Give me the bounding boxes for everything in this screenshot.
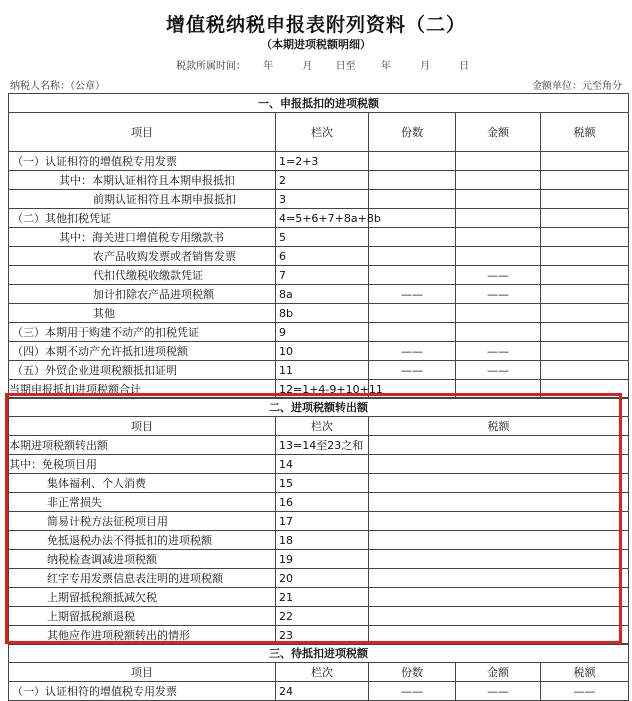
count-cell[interactable]	[369, 209, 456, 228]
table-row	[9, 380, 629, 399]
row-item: （五）外贸企业进项税额抵扣证明	[9, 361, 276, 380]
row-item: 加计扣除农产品进项税额	[9, 285, 276, 304]
section1-table	[8, 93, 629, 399]
table-row	[9, 550, 629, 569]
row-column: 15	[276, 474, 369, 493]
count-cell[interactable]	[369, 171, 456, 190]
table-row	[9, 361, 629, 380]
tax-cell[interactable]	[369, 512, 629, 531]
table-row	[9, 569, 629, 588]
section1-title: 一、申报抵扣的进项税额	[9, 94, 629, 113]
period-label: 税款所属时间：	[176, 61, 246, 72]
row-item: （二）其他扣税凭证	[9, 209, 276, 228]
row-item: （一）认证相符的增值税专用发票	[9, 152, 276, 171]
tax-cell[interactable]	[369, 531, 629, 550]
header-item: 项目	[9, 417, 276, 436]
tax-period	[176, 57, 469, 72]
header-count: 份数	[369, 113, 456, 152]
row-item: 集体福利、个人消费	[9, 474, 276, 493]
tax-cell[interactable]	[369, 493, 629, 512]
period-year-end: 年	[380, 61, 391, 72]
tax-cell[interactable]	[369, 550, 629, 569]
row-column: 23	[276, 626, 369, 645]
count-cell[interactable]	[369, 304, 456, 323]
table-row	[9, 436, 629, 455]
count-cell[interactable]	[369, 247, 456, 266]
header-item: 项目	[9, 113, 276, 152]
header-tax: 税额	[369, 417, 629, 436]
table-row	[9, 247, 629, 266]
amount-cell[interactable]	[456, 171, 541, 190]
row-column: 2	[276, 171, 369, 190]
tax-cell[interactable]	[541, 361, 629, 380]
tax-cell[interactable]	[541, 247, 629, 266]
row-column: 5	[276, 228, 369, 247]
row-item: 本期进项税额转出额	[9, 436, 276, 455]
table-row	[9, 682, 629, 701]
amount-cell[interactable]	[456, 190, 541, 209]
row-item: 当期申报抵扣进项税额合计	[9, 380, 276, 399]
tax-cell: ——	[541, 682, 629, 701]
section3-title: 三、待抵扣进项税额	[9, 644, 629, 663]
header-tax: 税额	[541, 663, 629, 682]
row-column: 8b	[276, 304, 369, 323]
row-column: 7	[276, 266, 369, 285]
amount-cell[interactable]	[456, 228, 541, 247]
table-row	[9, 626, 629, 645]
row-column: 24	[276, 682, 369, 701]
row-column: 21	[276, 588, 369, 607]
tax-cell[interactable]	[369, 474, 629, 493]
section2-title: 二、进项税额转出额	[9, 398, 629, 417]
count-cell: ——	[369, 342, 456, 361]
count-cell[interactable]	[369, 152, 456, 171]
count-cell: ——	[369, 285, 456, 304]
count-cell[interactable]	[369, 190, 456, 209]
form-title: 增值税纳税申报表附列资料（二）	[165, 14, 466, 36]
row-column: 8a	[276, 285, 369, 304]
header-amount: 金额	[456, 113, 541, 152]
table-row	[9, 209, 629, 228]
table-row	[9, 228, 629, 247]
table-row	[9, 285, 629, 304]
tax-cell[interactable]	[541, 171, 629, 190]
tax-cell[interactable]	[541, 190, 629, 209]
table-row	[9, 607, 629, 626]
row-item: 代扣代缴税收缴款凭证	[9, 266, 276, 285]
row-column: 22	[276, 607, 369, 626]
row-item: 免抵退税办法不得抵扣的进项税额	[9, 531, 276, 550]
period-month-end: 月	[419, 61, 430, 72]
row-item: 农产品收购发票或者销售发票	[9, 247, 276, 266]
table-row	[9, 190, 629, 209]
tax-cell[interactable]	[541, 380, 629, 399]
table-row	[9, 152, 629, 171]
row-column: 17	[276, 512, 369, 531]
count-cell: ——	[369, 361, 456, 380]
table-row	[9, 493, 629, 512]
row-column: 6	[276, 247, 369, 266]
row-column: 19	[276, 550, 369, 569]
row-item: 前期认证相符且本期申报抵扣	[9, 190, 276, 209]
row-item: 上期留抵税额退税	[9, 607, 276, 626]
row-item: 其中：本期认证相符且本期申报抵扣	[9, 171, 276, 190]
row-column: 14	[276, 455, 369, 474]
tax-cell[interactable]	[541, 323, 629, 342]
row-item: 其他	[9, 304, 276, 323]
tax-cell[interactable]	[369, 569, 629, 588]
row-column: 4=5+6+7+8a+8b	[276, 209, 369, 228]
amount-cell[interactable]	[456, 323, 541, 342]
amount-cell: ——	[456, 342, 541, 361]
count-cell: ——	[369, 682, 456, 701]
amount-cell[interactable]	[456, 247, 541, 266]
row-item: （三）本期用于购建不动产的扣税凭证	[9, 323, 276, 342]
header-column: 栏次	[276, 663, 369, 682]
row-column: 10	[276, 342, 369, 361]
table-row	[9, 512, 629, 531]
tax-cell[interactable]	[369, 455, 629, 474]
row-column: 3	[276, 190, 369, 209]
tax-cell[interactable]	[541, 266, 629, 285]
amount-cell[interactable]	[456, 152, 541, 171]
table-row	[9, 531, 629, 550]
row-column: 13=14至23之和	[276, 436, 369, 455]
table-row	[9, 266, 629, 285]
row-item: （一）认证相符的增值税专用发票	[9, 682, 276, 701]
row-column: 16	[276, 493, 369, 512]
row-column: 18	[276, 531, 369, 550]
period-month-start: 月	[302, 61, 313, 72]
count-cell[interactable]	[369, 323, 456, 342]
amount-cell[interactable]	[456, 304, 541, 323]
amount-cell[interactable]	[456, 209, 541, 228]
tax-cell[interactable]	[369, 607, 629, 626]
amount-cell: ——	[456, 266, 541, 285]
tax-cell[interactable]	[541, 285, 629, 304]
tax-cell[interactable]	[541, 304, 629, 323]
table-row	[9, 474, 629, 493]
table-row	[9, 342, 629, 361]
table-row	[9, 171, 629, 190]
header-column: 栏次	[276, 113, 369, 152]
tax-cell[interactable]	[369, 626, 629, 645]
row-column: 20	[276, 569, 369, 588]
tax-cell[interactable]	[541, 228, 629, 247]
row-item: 红字专用发票信息表注明的进项税额	[9, 569, 276, 588]
row-column: 9	[276, 323, 369, 342]
count-cell[interactable]	[369, 228, 456, 247]
row-item: 非正常损失	[9, 493, 276, 512]
amount-cell: ——	[456, 682, 541, 701]
period-day-end: 日	[459, 61, 470, 72]
header-item: 项目	[9, 663, 276, 682]
tax-cell[interactable]	[541, 342, 629, 361]
row-item: 其中：海关进口增值税专用缴款书	[9, 228, 276, 247]
tax-cell[interactable]	[369, 588, 629, 607]
row-item: 上期留抵税额抵减欠税	[9, 588, 276, 607]
table-row	[9, 588, 629, 607]
amount-cell: ——	[456, 361, 541, 380]
amount-cell[interactable]	[456, 380, 541, 399]
table-row	[9, 304, 629, 323]
tax-cell[interactable]	[541, 209, 629, 228]
amount-unit-label: 金额单位：元至角分	[532, 81, 622, 92]
table-row	[9, 323, 629, 342]
row-item: 纳税检查调减进项税额	[9, 550, 276, 569]
row-column: 1=2+3	[276, 152, 369, 171]
header-count: 份数	[369, 663, 456, 682]
amount-cell: ——	[456, 285, 541, 304]
tax-cell[interactable]	[369, 436, 629, 455]
period-year-start: 年	[263, 61, 274, 72]
header-column: 栏次	[276, 417, 369, 436]
table-row	[9, 455, 629, 474]
row-column: 12=1+4-9+10+11	[276, 380, 369, 399]
section2-table	[8, 397, 629, 645]
taxpayer-name-label: 纳税人名称：（公章）	[10, 81, 105, 92]
count-cell[interactable]	[369, 266, 456, 285]
row-item: 其他应作进项税额转出的情形	[9, 626, 276, 645]
section3-table	[8, 643, 629, 701]
row-item: 简易计税方法征税项目用	[9, 512, 276, 531]
form-subtitle: （本期进项税额明细）	[261, 38, 371, 51]
row-item: （四）本期不动产允许抵扣进项税额	[9, 342, 276, 361]
header-amount: 金额	[456, 663, 541, 682]
tax-cell[interactable]	[541, 152, 629, 171]
row-item: 其中：免税项目用	[9, 455, 276, 474]
header-tax: 税额	[541, 113, 629, 152]
period-day-start: 日至	[335, 61, 356, 72]
row-column: 11	[276, 361, 369, 380]
